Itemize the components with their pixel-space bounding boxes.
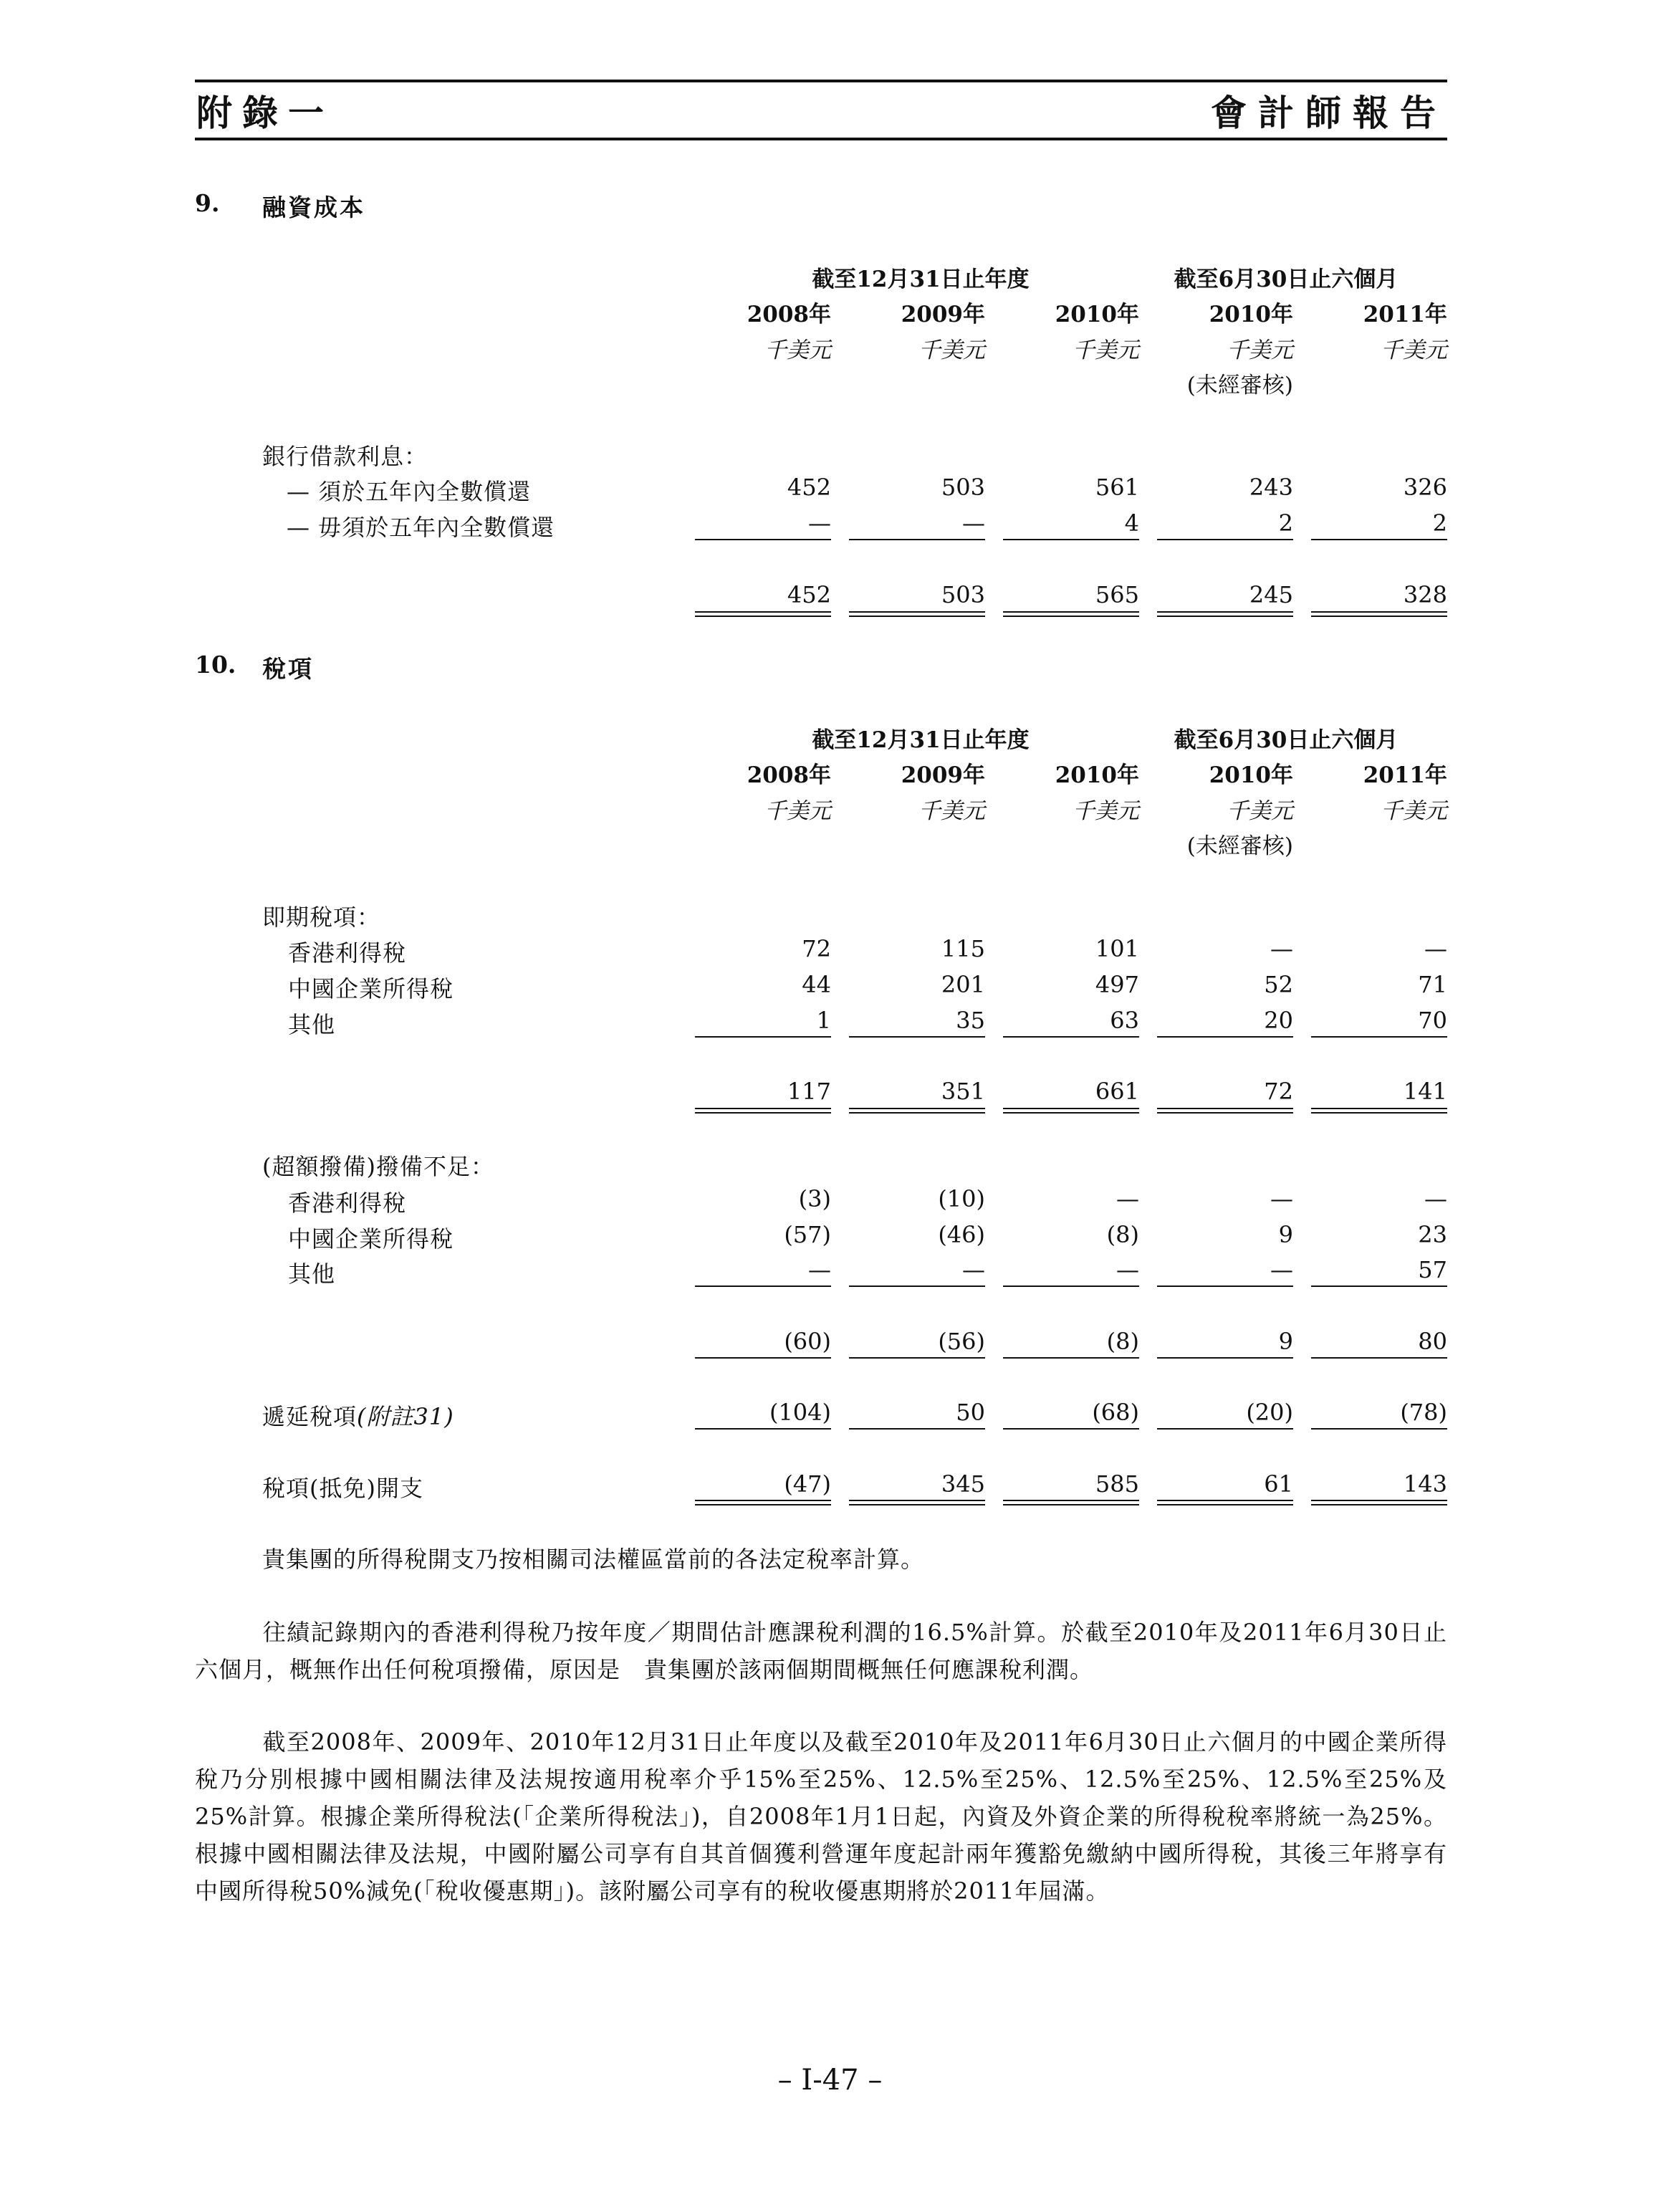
row-label: 中國企業所得稅 xyxy=(288,975,454,1002)
column-unit: 千美元 xyxy=(764,337,831,363)
section-9-title: 融資成本 xyxy=(262,193,365,221)
row-value: 63 xyxy=(1110,1007,1139,1034)
section-10-title: 稅項 xyxy=(262,655,314,683)
row-value: (10) xyxy=(938,1185,985,1212)
column-unit: 千美元 xyxy=(1381,337,1447,363)
row-value: 2 xyxy=(1432,509,1447,537)
row-value: 245 xyxy=(1249,581,1293,608)
row-value: 44 xyxy=(802,971,831,998)
single-underline xyxy=(1311,1357,1447,1359)
row-value: 143 xyxy=(1403,1470,1447,1498)
double-underline xyxy=(849,1500,985,1505)
column-unit: 千美元 xyxy=(1381,798,1447,824)
double-underline xyxy=(849,1108,985,1114)
single-underline xyxy=(695,1036,831,1038)
row-value: — xyxy=(1424,1185,1447,1212)
single-underline xyxy=(1003,1357,1139,1359)
column-unit: 千美元 xyxy=(1073,337,1139,363)
single-underline xyxy=(1311,1036,1447,1038)
single-underline xyxy=(849,539,985,540)
single-underline xyxy=(1003,1428,1139,1430)
row-value: (78) xyxy=(1400,1399,1447,1426)
double-underline xyxy=(1157,611,1293,617)
double-underline xyxy=(1157,1500,1293,1505)
column-unit: 千美元 xyxy=(1227,798,1293,824)
row-value: (46) xyxy=(938,1221,985,1248)
double-underline xyxy=(1311,1500,1447,1505)
row-value: 80 xyxy=(1418,1328,1447,1355)
row-value: — xyxy=(1270,1185,1293,1212)
row-value: — xyxy=(1116,1256,1139,1283)
row-value: — xyxy=(1424,935,1447,962)
single-underline xyxy=(1157,1036,1293,1038)
row-value: 57 xyxy=(1418,1256,1447,1283)
column-year: 2010年 xyxy=(1209,762,1293,788)
row-label: — 須於五年內全數償還 xyxy=(287,478,532,505)
column-group-six-months: 截至6月30日止六個月 xyxy=(1174,727,1398,753)
column-unit: 千美元 xyxy=(1227,337,1293,363)
column-year: 2009年 xyxy=(901,302,985,327)
double-underline xyxy=(695,1108,831,1114)
section-10-number: 10. xyxy=(195,651,236,679)
row-value: — xyxy=(1116,1185,1139,1212)
double-underline xyxy=(1003,1108,1139,1114)
row-value: 20 xyxy=(1264,1007,1293,1034)
double-underline xyxy=(849,611,985,617)
row-value: 23 xyxy=(1418,1221,1447,1248)
row-label: 中國企業所得稅 xyxy=(288,1225,454,1253)
row-value: 661 xyxy=(1095,1078,1139,1105)
row-label: 稅項(抵免)開支 xyxy=(262,1475,423,1502)
section-9-heading: 銀行借款利息： xyxy=(262,443,428,470)
row-value: 1 xyxy=(816,1007,831,1034)
column-unaudited-note: (未經審核) xyxy=(1186,833,1293,859)
row-value: (57) xyxy=(784,1221,831,1248)
row-value: (47) xyxy=(784,1470,831,1498)
row-value: (104) xyxy=(769,1399,831,1426)
column-unit: 千美元 xyxy=(764,798,831,824)
row-value: 328 xyxy=(1403,581,1447,608)
row-value: 452 xyxy=(787,474,831,501)
row-value: (8) xyxy=(1106,1221,1139,1248)
row-value: (68) xyxy=(1092,1399,1139,1426)
single-underline xyxy=(695,1285,831,1287)
row-value: 201 xyxy=(941,971,985,998)
double-underline xyxy=(695,611,831,617)
column-year: 2009年 xyxy=(901,762,985,788)
appendix-title: 附錄一 xyxy=(196,92,334,134)
row-value: (56) xyxy=(938,1328,985,1355)
row-value: 61 xyxy=(1264,1470,1293,1498)
column-unit: 千美元 xyxy=(918,337,985,363)
row-value: 503 xyxy=(941,581,985,608)
row-label: 其他 xyxy=(288,1260,336,1288)
single-underline xyxy=(1157,1428,1293,1430)
row-value: 101 xyxy=(1095,935,1139,962)
column-year: 2010年 xyxy=(1209,302,1293,327)
deferred-tax-text: 遞延稅項 xyxy=(262,1403,358,1430)
single-underline xyxy=(849,1285,985,1287)
row-value: 345 xyxy=(941,1470,985,1498)
column-year: 2008年 xyxy=(747,302,831,327)
row-label: 香港利得稅 xyxy=(288,1189,407,1217)
single-underline xyxy=(849,1357,985,1359)
row-value: 9 xyxy=(1278,1328,1293,1355)
double-underline xyxy=(1311,611,1447,617)
row-value: 72 xyxy=(1264,1078,1293,1105)
paragraph-1: 貴集團的所得稅開支乃按相關司法權區當前的各法定稅率計算。 xyxy=(262,1546,925,1573)
column-group-year-end: 截至12月31日止年度 xyxy=(812,727,1030,753)
column-group-year-end: 截至12月31日止年度 xyxy=(812,267,1030,292)
over-provision-heading: (超額撥備)撥備不足： xyxy=(262,1153,494,1180)
row-value: 2 xyxy=(1278,509,1293,537)
row-value: 503 xyxy=(941,474,985,501)
single-underline xyxy=(1003,539,1139,540)
single-underline xyxy=(695,539,831,540)
column-year: 2011年 xyxy=(1363,762,1447,788)
row-value: — xyxy=(962,509,985,537)
row-value: (60) xyxy=(784,1328,831,1355)
column-year: 2010年 xyxy=(1055,302,1139,327)
column-group-six-months: 截至6月30日止六個月 xyxy=(1174,267,1398,292)
double-underline xyxy=(1311,1108,1447,1114)
double-underline xyxy=(1003,1500,1139,1505)
row-value: 70 xyxy=(1418,1007,1447,1034)
single-underline xyxy=(849,1428,985,1430)
single-underline xyxy=(1003,1036,1139,1038)
single-underline xyxy=(849,1036,985,1038)
row-value: 243 xyxy=(1249,474,1293,501)
row-value: — xyxy=(1270,1256,1293,1283)
row-value: (8) xyxy=(1106,1328,1139,1355)
single-underline xyxy=(1157,1285,1293,1287)
row-value: 115 xyxy=(941,935,985,962)
row-value: 35 xyxy=(956,1007,985,1034)
double-underline xyxy=(1157,1108,1293,1114)
page-number: – I-47 – xyxy=(777,2064,883,2097)
single-underline xyxy=(695,1428,831,1430)
row-value: 452 xyxy=(787,581,831,608)
row-value: (3) xyxy=(798,1185,831,1212)
row-value: — xyxy=(808,509,831,537)
row-value: — xyxy=(962,1256,985,1283)
header-bottom-rule xyxy=(195,138,1447,140)
row-value: 117 xyxy=(787,1078,831,1105)
single-underline xyxy=(1157,1357,1293,1359)
row-label: 香港利得稅 xyxy=(288,939,407,967)
column-year: 2008年 xyxy=(747,762,831,788)
row-label: — 毋須於五年內全數償還 xyxy=(287,514,555,541)
column-year: 2011年 xyxy=(1363,302,1447,327)
column-unaudited-note: (未經審核) xyxy=(1186,373,1293,398)
double-underline xyxy=(695,1500,831,1505)
single-underline xyxy=(1311,1285,1447,1287)
row-value: 561 xyxy=(1095,474,1139,501)
row-value: 585 xyxy=(1095,1470,1139,1498)
row-label: 其他 xyxy=(288,1011,336,1038)
column-year: 2010年 xyxy=(1055,762,1139,788)
deferred-tax-note: (附註31) xyxy=(357,1403,454,1430)
row-value: 351 xyxy=(941,1078,985,1105)
row-value: 565 xyxy=(1095,581,1139,608)
row-value: 72 xyxy=(802,935,831,962)
column-unit: 千美元 xyxy=(918,798,985,824)
paragraph-3: 截至2008年、2009年、2010年12月31日止年度以及截至2010年及2011年6月30日止六個月的中國企業所得稅乃分別根據中國相關法律及法規按適用稅率介乎15%至25%、12.5%至25%、12.5%至25%、12.5%至25%及25%計算。根據企業所得稅法(「企業所得稅法」)，自2008年1月1日起，內資及外資企業的所得稅稅率將統一為25%。根據中國相關法律及法規，中國附屬公司享有自其首個獲利營運年度起計兩年獲豁免繳納中國所得稅，其後三年將享有中國所得稅50%減免(「稅收優惠期」)。該附屬公司享有的稅收優惠期將於2011年屆滿。 xyxy=(195,1728,1447,1905)
row-value: (20) xyxy=(1246,1399,1293,1426)
double-underline xyxy=(1003,611,1139,617)
row-value: 52 xyxy=(1264,971,1293,998)
header-top-rule xyxy=(195,80,1447,82)
deferred-tax-label xyxy=(262,1399,454,1432)
current-tax-heading: 即期稅項： xyxy=(262,904,381,931)
row-value: 50 xyxy=(956,1399,985,1426)
row-value: 497 xyxy=(1095,971,1139,998)
single-underline xyxy=(1003,1285,1139,1287)
row-value: 141 xyxy=(1403,1078,1447,1105)
row-value: — xyxy=(808,1256,831,1283)
row-value: 71 xyxy=(1418,971,1447,998)
single-underline xyxy=(1157,539,1293,540)
row-value: 4 xyxy=(1124,509,1139,537)
row-value: — xyxy=(1270,935,1293,962)
row-value: 326 xyxy=(1403,474,1447,501)
single-underline xyxy=(695,1357,831,1359)
report-title: 會計師報告 xyxy=(1211,92,1447,134)
row-value: 9 xyxy=(1278,1221,1293,1248)
column-unit: 千美元 xyxy=(1073,798,1139,824)
section-9-number: 9. xyxy=(195,189,220,217)
paragraph-2: 往績記錄期內的香港利得稅乃按年度／期間估計應課稅利潤的16.5%計算。於截至2010年及2011年6月30日止六個月，概無作出任何稅項撥備，原因是 貴集團於該兩個期間概無任何應課稅利潤。 xyxy=(195,1619,1447,1683)
single-underline xyxy=(1311,539,1447,540)
single-underline xyxy=(1311,1428,1447,1430)
